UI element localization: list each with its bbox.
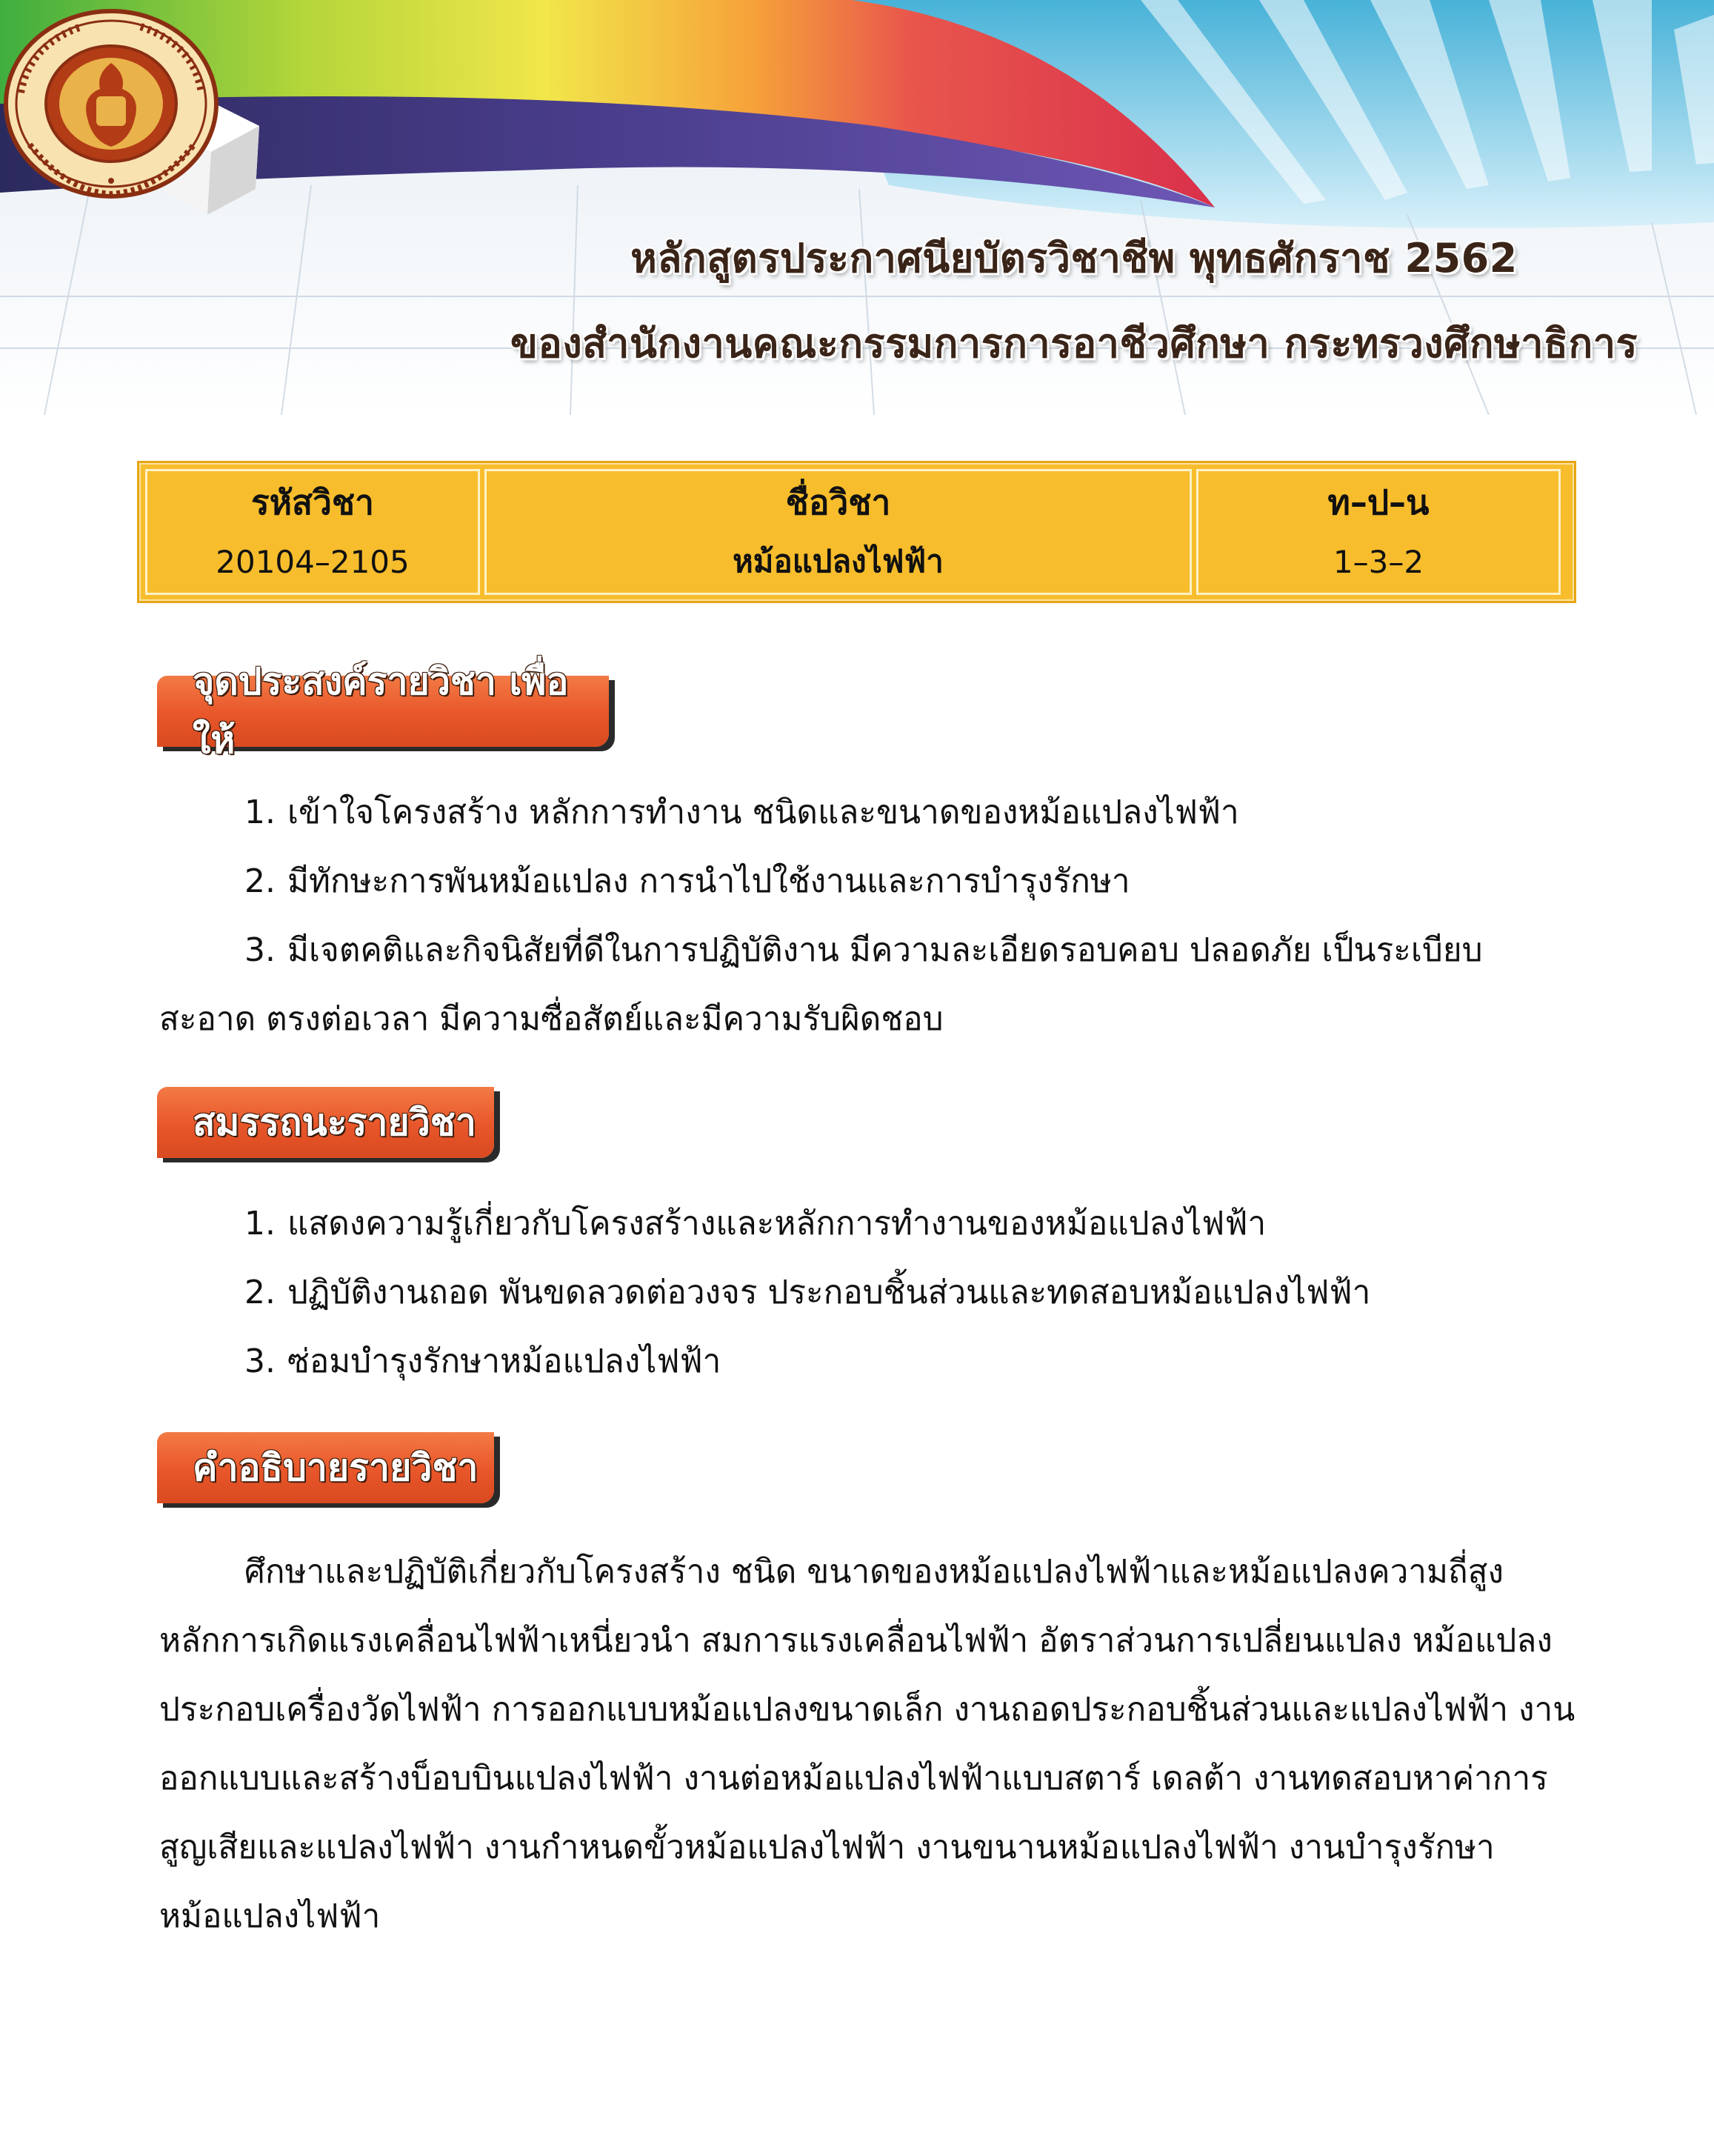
list-item-number: 3. — [244, 1342, 276, 1380]
course-code-value: 20104–2105 — [216, 543, 410, 580]
list-item-text: มีทักษะการพันหม้อแปลง การนำไปใช้งานและการบำรุงรักษา — [287, 862, 1130, 900]
list-item-text: เข้าใจโครงสร้าง หลักการทำงาน ชนิดและขนาดของหม้อแปลงไฟฟ้า — [287, 793, 1239, 831]
vocational-education-seal-logo — [0, 0, 230, 200]
description-section-heading: คำอธิบายรายวิชา — [157, 1432, 494, 1503]
course-name-column — [484, 469, 1192, 595]
list-item — [159, 1258, 1559, 1327]
list-item — [159, 847, 1559, 916]
list-item-number: 1. — [244, 1205, 276, 1242]
list-item-number: 2. — [244, 862, 276, 900]
objectives-list — [159, 778, 1559, 1054]
course-code-column — [145, 469, 480, 595]
list-item-number: 3. — [244, 931, 276, 969]
description-line: สูญเสียและแปลงไฟฟ้า งานกำหนดขั้วหม้อแปลงไฟฟ้า งานขนานหม้อแปลงไฟฟ้า งานบำรุงรักษา — [159, 1829, 1495, 1866]
list-item-text: ซ่อมบำรุงรักษาหม้อแปลงไฟฟ้า — [287, 1342, 721, 1380]
list-item — [159, 916, 1559, 985]
description-line: ประกอบเครื่องวัดไฟฟ้า การออกแบบหม้อแปลงขนาดเล็ก งานถอดประกอบชิ้นส่วนและแปลงไฟฟ้า งาน — [159, 1691, 1575, 1729]
header-title-line1: หลักสูตรประกาศนียบัตรวิชาชีพ พุทธศักราช 2562 — [630, 235, 1518, 282]
list-item-text: แสดงความรู้เกี่ยวกับโครงสร้างและหลักการทำงานของหม้อแปลงไฟฟ้า — [287, 1205, 1267, 1242]
course-name-value: หม้อแปลงไฟฟ้า — [733, 543, 944, 579]
list-item-number: 1. — [244, 793, 276, 831]
list-item-continuation: สะอาด ตรงต่อเวลา มีความซื่อสัตย์และมีความรับผิดชอบ — [159, 1000, 944, 1038]
list-item-text: มีเจตคติและกิจนิสัยที่ดีในการปฏิบัติงาน มีความละเอียดรอบคอบ ปลอดภัย เป็นระเบียบ — [287, 931, 1483, 969]
description-line: หม้อแปลงไฟฟ้า — [159, 1897, 381, 1935]
description-line: หลักการเกิดแรงเคลื่อนไฟฟ้าเหนี่ยวนำ สมการแรงเคลื่อนไฟฟ้า อัตราส่วนการเปลี่ยนแปลง หม้อแปลง — [159, 1622, 1553, 1660]
description-line: ออกแบบและสร้างบ็อบบินแปลงไฟฟ้า งานต่อหม้อแปลงไฟฟ้าแบบสตาร์ เดลต้า งานทดสอบหาค่าการ — [159, 1760, 1548, 1797]
list-item — [159, 778, 1559, 847]
list-item — [159, 1327, 1559, 1396]
course-credits-column — [1196, 469, 1561, 595]
course-description — [159, 1537, 1575, 1951]
course-credits-value: 1–3–2 — [1333, 543, 1424, 580]
competency-section-heading: สมรรถนะรายวิชา — [157, 1087, 494, 1158]
list-item-number: 2. — [244, 1274, 276, 1311]
list-item-text: ปฏิบัติงานถอด พันขดลวดต่อวงจร ประกอบชิ้นส่วนและทดสอบหม้อแปลงไฟฟ้า — [287, 1274, 1371, 1311]
course-name-header: ชื่อวิชา — [785, 482, 891, 522]
header-banner — [0, 0, 1714, 415]
course-credits-header: ท–ป–น — [1327, 482, 1430, 522]
competency-list — [159, 1189, 1559, 1396]
list-item — [159, 1189, 1559, 1258]
header-title-line2: ของสำนักงานคณะกรรมการการอาชีวศึกษา กระทรวงศึกษาธิการ — [510, 320, 1638, 367]
course-code-header: รหัสวิชา — [251, 482, 374, 522]
description-line: ศึกษาและปฏิบัติเกี่ยวกับโครงสร้าง ชนิด ขนาดของหม้อแปลงไฟฟ้าและหม้อแปลงความถี่สูง — [244, 1553, 1504, 1591]
objectives-section-heading: จุดประสงค์รายวิชา เพื่อให้ — [157, 676, 609, 747]
course-info-table — [137, 461, 1576, 603]
